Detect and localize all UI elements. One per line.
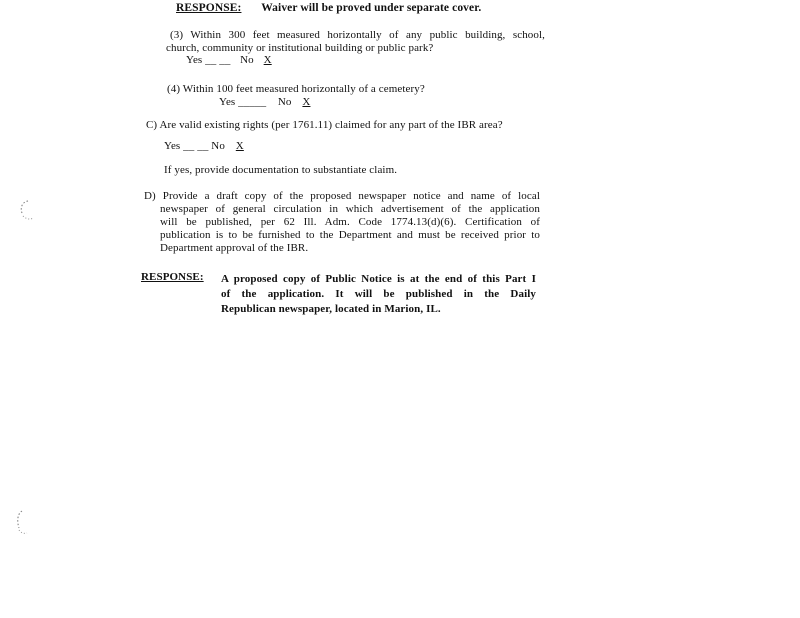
response2-label: RESPONSE:	[141, 271, 204, 283]
yes-label: Yes	[219, 96, 236, 108]
itemD-line2: newspaper of general circulation in which advertisement of the application	[160, 203, 540, 215]
punch-hole-mark-icon	[8, 508, 34, 536]
yes-label: Yes	[164, 140, 181, 152]
item3-line2: church, community or institutional building or public park?	[166, 42, 434, 54]
yes-blank: __ __	[205, 54, 231, 66]
item4-answer	[219, 96, 318, 109]
itemC-line1: C) Are valid existing rights (per 1761.11) claimed for any part of the IBR area?	[146, 119, 503, 131]
itemD-line5: Department approval of the IBR.	[160, 242, 309, 254]
yes-blank: _____	[238, 96, 267, 108]
yes-blank: __ __	[183, 140, 209, 152]
item3-answer	[186, 54, 279, 67]
top-response	[176, 2, 481, 15]
itemC-answer	[164, 140, 252, 153]
no-label: No	[277, 96, 292, 108]
response2-line3: Republican newspaper, located in Marion, IL.	[221, 303, 441, 315]
no-value: X	[235, 140, 244, 152]
response-label: RESPONSE:	[176, 2, 242, 14]
itemD-line3: will be published, per 62 Ill. Adm. Code 1774.13(d)(6). Certification of	[160, 216, 540, 228]
response-text: Waiver will be proved under separate cover.	[261, 2, 482, 14]
response2-line1: A proposed copy of Public Notice is at the end of this Part I	[221, 273, 536, 285]
no-label: No	[240, 54, 254, 66]
item3-line1: (3) Within 300 feet measured horizontally of any public building, school,	[170, 29, 545, 41]
item4-line1: (4) Within 100 feet measured horizontally of a cemetery?	[167, 83, 425, 95]
no-value: X	[302, 96, 311, 108]
response2-line2: of the application. It will be published in the Daily	[221, 288, 536, 300]
itemD-line1: D) Provide a draft copy of the proposed newspaper notice and name of local	[144, 190, 540, 202]
itemD-line4: publication is to be furnished to the Department and must be received prior to	[160, 229, 540, 241]
yes-label: Yes	[186, 54, 203, 66]
punch-hole-mark-icon	[14, 198, 40, 224]
no-value: X	[263, 54, 272, 66]
itemC-note: If yes, provide documentation to substantiate claim.	[164, 164, 398, 176]
no-label: No	[211, 140, 225, 152]
